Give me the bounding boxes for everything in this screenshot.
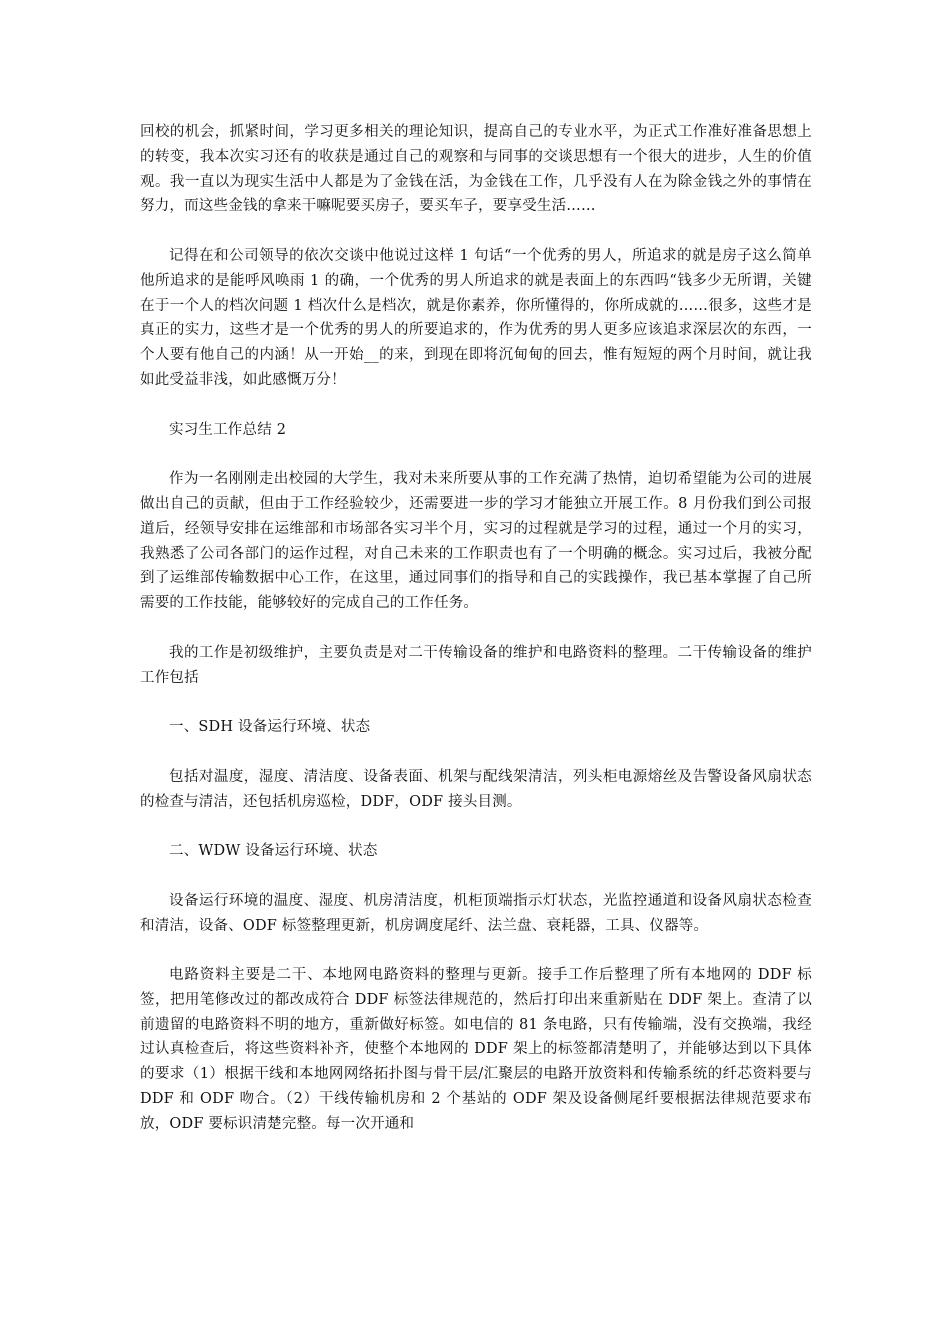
paragraph-2: 记得在和公司领导的依次交谈中他说过这样 1 句话“一个优秀的男人，所追求的就是房子这么简单他所追求的是能呼风唤雨 1 的确，一个优秀的男人所追求的就是表面上的东西吗“钱多少无所谓，关键在于一个人的档次问题 1 档次什么是档次，就是你素养，你所懂得的，你所成就的……很多，这些才是真正的实力，这些才是一个优秀的男人的所要追求的，作为优秀的男人更多应该追求深层次的东西，一个人要有他自己的内涵！从一开始__的来，到现在即将沉甸甸的回去，惟有短短的两个月时间，就让我如此受益非浅，如此感慨万分！ (140, 247, 812, 388)
paragraph-6: 设备运行环境的温度、湿度、机房清洁度，机柜顶端指示灯状态，光监控通道和设备风扇状态检查和清洁，设备、ODF 标签整理更新，机房调度尾纤、法兰盘、衰耗器，工具、仪器等。 (140, 892, 812, 934)
document-page (140, 120, 812, 1161)
section-title: 实习生工作总结 2 (169, 421, 287, 438)
subheading-sdh: 一、SDH 设备运行环境、状态 (169, 719, 371, 736)
paragraph-3: 作为一名刚刚走出校园的大学生，我对未来所要从事的工作充满了热情，迫切希望能为公司的进展做出自己的贡献，但由于工作经验较少，还需要进一步的学习才能独立开展工作。8 月份我们到公司报道后，经领导安排在运维部和市场部各实习半个月，实习的过程就是学习的过程，通过一个月的实习，我熟悉了公司各部门的运作过程，对自己未来的工作职责也有了一个明确的概念。实习过后，我被分配到了运维部传输数据中心工作，在这里，通过同事们的指导和自己的实践操作，我已基本掌握了自己所需要的工作技能，能够较好的完成自己的工作任务。 (140, 471, 812, 612)
paragraph-4: 我的工作是初级维护，主要负责是对二干传输设备的维护和电路资料的整理。二干传输设备的维护工作包括 (140, 644, 812, 686)
paragraph-1: 回校的机会，抓紧时间，学习更多相关的理论知识，提高自己的专业水平，为正式工作准好准备思想上的转变，我本次实习还有的收获是通过自己的观察和与同事的交谈思想有一个很大的进步，人生的价值观。我一直以为现实生活中人都是为了金钱在活，为金钱在工作，几乎没有人在为除金钱之外的事情在努力，而这些金钱的拿来干嘛呢要买房子，要买车子，要享受生活…… (140, 124, 812, 215)
paragraph-7: 电路资料主要是二干、本地网电路资料的整理与更新。接手工作后整理了所有本地网的 DDF 标签，把用笔修改过的都改成符合 DDF 标签法律规范的，然后打印出来重新贴在 DDF 架上。查清了以前遗留的电路资料不明的地方，重新做好标签。如电信的 81 条电路，只有传输端，没有交换端，我经过认真检查后，将这些资料补齐，使整个本地网的 DDF 架上的标签都清楚明了，并能够达到以下具体的要求（1）根据干线和本地网网络拓扑图与骨干层/汇聚层的电路开放资料和传输系统的纤芯资料要与 DDF 和 ODF 吻合。（2）干线传输机房和 2 个基站的 ODF 架及设备侧尾纤要根据法律规范要求布放，ODF 要标识清楚完整。每一次开通和 (140, 967, 812, 1132)
paragraph-5: 包括对温度，湿度、清洁度、设备表面、机架与配线架清洁，列头柜电源熔丝及告警设备风扇状态的检查与清洁，还包括机房巡检，DDF，ODF 接头目测。 (140, 768, 812, 810)
subheading-wdw: 二、WDW 设备运行环境、状态 (169, 843, 378, 860)
